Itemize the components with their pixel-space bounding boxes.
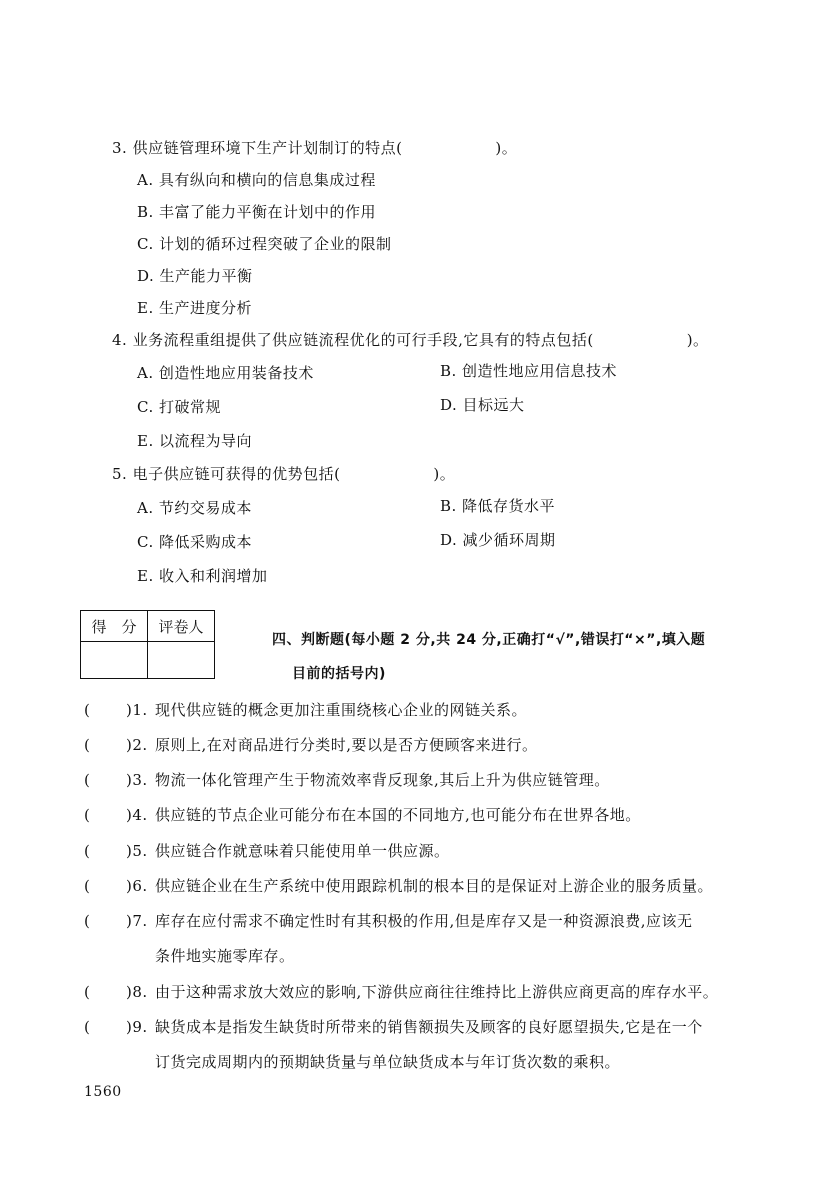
q4-option-e: E. 以流程为导向 (137, 432, 252, 450)
question-3-stem: 3. 供应链管理环境下生产计划制订的特点( )。 (112, 139, 518, 157)
q5-option-b: B. 降低存货水平 (440, 497, 556, 515)
judgment-num-2: )2. (126, 736, 148, 754)
judgment-num-8: )8. (126, 983, 148, 1001)
q4-option-c: C. 打破常规 (137, 398, 221, 416)
judgment-num-6: )6. (126, 877, 148, 895)
judgment-num-4: )4. (126, 806, 148, 824)
judgment-text-2: 原则上,在对商品进行分类时,要以是否方便顾客来进行。 (155, 736, 538, 754)
score-cell[interactable] (81, 642, 148, 679)
judgment-text-8: 由于这种需求放大效应的影响,下游供应商往往维持比上游供应商更高的库存水平。 (155, 983, 719, 1001)
grader-label: 评卷人 (148, 611, 215, 642)
judgment-text-5: 供应链合作就意味着只能使用单一供应源。 (155, 842, 450, 860)
judgment-num-3: )3. (126, 771, 148, 789)
q4-option-b: B. 创造性地应用信息技术 (440, 362, 618, 380)
answer-paren-4[interactable]: ( (84, 806, 90, 824)
q3-option-c: C. 计划的循环过程突破了企业的限制 (137, 235, 392, 253)
answer-paren-5[interactable]: ( (84, 842, 90, 860)
q3-option-a: A. 具有纵向和横向的信息集成过程 (137, 171, 376, 189)
judgment-num-5: )5. (126, 842, 148, 860)
judgment-text-9: 缺货成本是指发生缺货时所带来的销售额损失及顾客的良好愿望损失,它是在一个 (155, 1018, 703, 1036)
q5-option-d: D. 减少循环周期 (440, 531, 556, 549)
judgment-num-7: )7. (126, 912, 148, 930)
q5-option-e: E. 收入和利润增加 (137, 567, 268, 585)
judgment-text-3: 物流一体化管理产生于物流效率背反现象,其后上升为供应链管理。 (155, 771, 610, 789)
q5-option-c: C. 降低采购成本 (137, 533, 252, 551)
judgment-text-7-cont: 条件地实施零库存。 (155, 947, 295, 965)
judgment-text-6: 供应链企业在生产系统中使用跟踪机制的根本目的是保证对上游企业的服务质量。 (155, 877, 714, 895)
section-4-title-cont: 目前的括号内) (292, 666, 386, 682)
judgment-num-1: )1. (126, 701, 148, 719)
question-4-stem: 4. 业务流程重组提供了供应链流程优化的可行手段,它具有的特点包括( )。 (112, 331, 709, 349)
judgment-text-1: 现代供应链的概念更加注重围绕核心企业的网链关系。 (155, 701, 528, 719)
q3-option-b: B. 丰富了能力平衡在计划中的作用 (137, 203, 377, 221)
answer-paren-9[interactable]: ( (84, 1018, 90, 1036)
page-number: 1560 (84, 1084, 122, 1100)
section-4-title: 四、判断题(每小题 2 分,共 24 分,正确打“√”,错误打“×”,填入题 (272, 632, 706, 648)
q5-option-a: A. 节约交易成本 (137, 499, 252, 517)
score-label: 得 分 (81, 611, 148, 642)
q4-option-d: D. 目标远大 (440, 396, 525, 414)
question-5-stem: 5. 电子供应链可获得的优势包括( )。 (112, 465, 456, 483)
answer-paren-2[interactable]: ( (84, 736, 90, 754)
q3-option-e: E. 生产进度分析 (137, 299, 252, 317)
grader-cell[interactable] (148, 642, 215, 679)
score-table (80, 610, 215, 679)
answer-paren-6[interactable]: ( (84, 877, 90, 895)
answer-paren-8[interactable]: ( (84, 983, 90, 1001)
judgment-text-7: 库存在应付需求不确定性时有其积极的作用,但是库存又是一种资源浪费,应该无 (155, 912, 693, 930)
judgment-text-4: 供应链的节点企业可能分布在本国的不同地方,也可能分布在世界各地。 (155, 806, 641, 824)
answer-paren-3[interactable]: ( (84, 771, 90, 789)
judgment-num-9: )9. (126, 1018, 148, 1036)
judgment-text-9-cont: 订货完成周期内的预期缺货量与单位缺货成本与年订货次数的乘积。 (155, 1053, 621, 1071)
q4-option-a: A. 创造性地应用装备技术 (137, 364, 314, 382)
q3-option-d: D. 生产能力平衡 (137, 267, 253, 285)
answer-paren-7[interactable]: ( (84, 912, 90, 930)
answer-paren-1[interactable]: ( (84, 701, 90, 719)
